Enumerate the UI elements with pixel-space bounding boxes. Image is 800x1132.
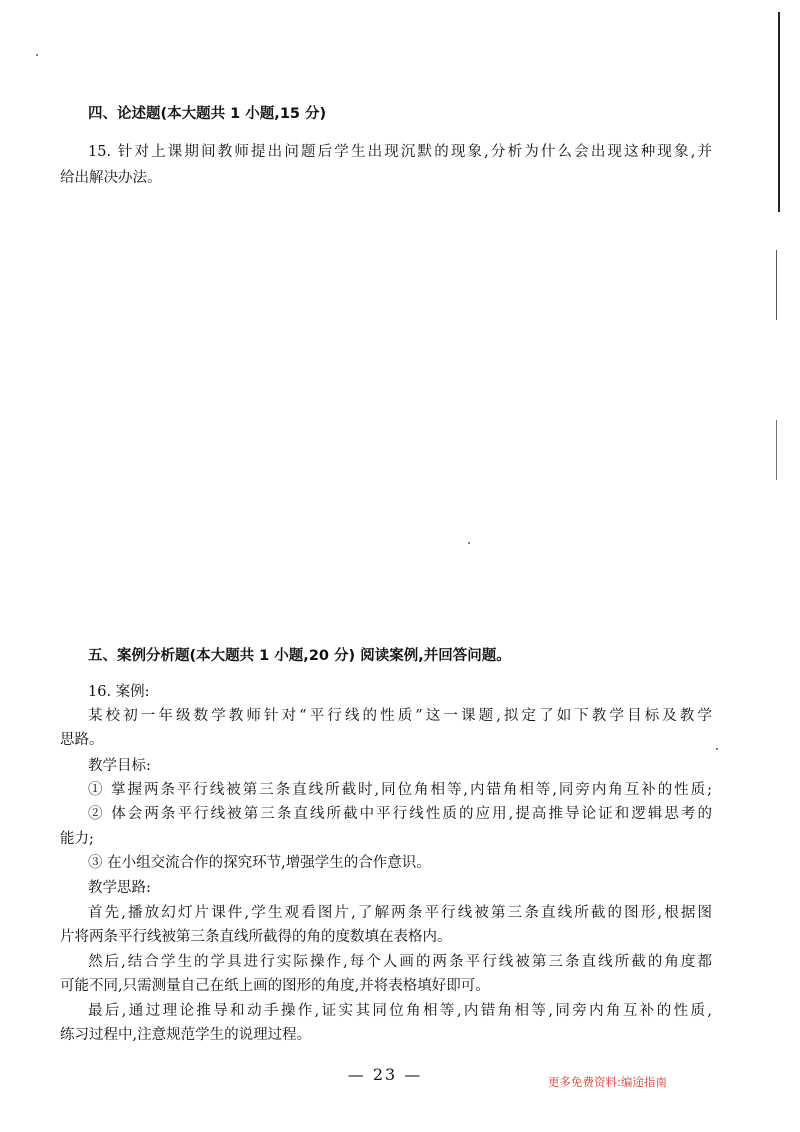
scan-edge-mark <box>776 420 777 480</box>
scan-speck <box>36 54 38 56</box>
case-intro-text: 思路。 <box>60 732 104 748</box>
scan-edge-mark <box>776 250 777 320</box>
teaching-step-text: 可能不同,只需测量自己在纸上画的图形的角度,并将表格填好即可。 <box>60 978 490 994</box>
question-15-text: 给出解决办法。 <box>60 170 162 186</box>
watermark-text: 更多免费资料:编途指南 <box>548 1075 667 1089</box>
teaching-step-text: 最后,通过理论推导和动手操作,证实其同位角相等,内错角相等,同旁内角互补的性质, <box>88 1003 712 1019</box>
teaching-goal-item: ③ 在小组交流合作的探究环节,增强学生的合作意识。 <box>88 855 431 871</box>
teaching-goal-item: ② 体会两条平行线被第三条直线所截中平行线性质的应用,提高推导论证和逻辑思考的 <box>88 806 712 822</box>
scan-speck <box>468 542 470 544</box>
teaching-approach-label: 教学思路: <box>88 880 151 896</box>
case-intro-text: 某校初一年级数学教师针对“平行线的性质”这一课题,拟定了如下教学目标及教学 <box>88 708 712 724</box>
question-15-text: 15. 针对上课期间教师提出问题后学生出现沉默的现象,分析为什么会出现这种现象,并 <box>88 144 712 160</box>
teaching-step-text: 然后,结合学生的学具进行实际操作,每个人画的两条平行线被第三条直线所截的角度都 <box>88 954 712 970</box>
scan-speck <box>716 748 718 750</box>
page-number: — 23 — <box>347 1065 423 1084</box>
teaching-step-text: 首先,播放幻灯片课件,学生观看图片,了解两条平行线被第三条直线所截的图形,根据图 <box>88 905 712 921</box>
teaching-goal-item: ① 掌握两条平行线被第三条直线所截时,同位角相等,内错角相等,同旁内角互补的性质; <box>88 782 712 798</box>
question-16-label: 16. 案例: <box>88 684 150 700</box>
scan-edge-mark <box>778 12 780 212</box>
section-heading: 四、论述题(本大题共 1 小题,15 分) <box>88 106 327 122</box>
teaching-step-text: 片将两条平行线被第三条直线所截得的角的度数填在表格内。 <box>60 929 452 945</box>
teaching-goals-label: 教学目标: <box>88 758 151 774</box>
teaching-step-text: 练习过程中,注意规范学生的说理过程。 <box>60 1027 312 1043</box>
teaching-goal-item: 能力; <box>60 831 94 847</box>
section-heading: 五、案例分析题(本大题共 1 小题,20 分) 阅读案例,并回答问题。 <box>88 648 511 664</box>
